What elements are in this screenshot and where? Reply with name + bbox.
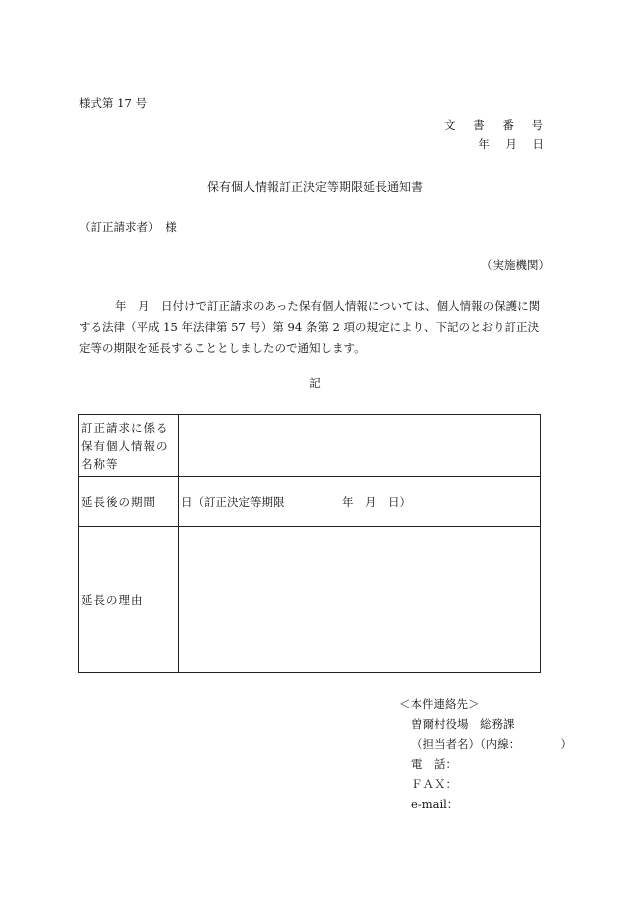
ki-heading: 記	[309, 376, 321, 390]
table-value	[179, 415, 541, 477]
table-value	[179, 527, 541, 673]
contact-fax: ＦＡＸ：	[411, 777, 457, 791]
body-text	[79, 296, 550, 359]
contact-heading: ＜本件連絡先＞	[399, 697, 480, 711]
contact-email: e-mail：	[411, 797, 459, 811]
contact-phone: 電 話：	[411, 757, 457, 771]
table-label: 延長の理由	[79, 527, 179, 673]
contact-person: （担当者名）（内線： ）	[411, 737, 572, 751]
document-title: 保有個人情報訂正決定等期限延長通知書	[206, 180, 423, 194]
contact-office: 曽爾村役場 総務課	[411, 717, 515, 731]
table-row	[79, 415, 541, 477]
document-number-label: 文 書 番 号	[444, 118, 550, 132]
contact-block	[399, 694, 572, 814]
implementing-agency: （実施機関）	[481, 258, 550, 272]
form-number: 様式第 17 号	[79, 96, 147, 110]
table-value: 日（訂正決定等期限 年 月 日）	[179, 477, 541, 527]
table-row	[79, 527, 541, 673]
table-label: 延長後の期間	[79, 477, 179, 527]
date-label: 年 月 日	[478, 137, 550, 151]
table-row	[79, 477, 541, 527]
body-paragraph: 年 月 日付けで訂正請求のあった保有個人情報については、個人情報の保護に関する法律（平成 15 年法律第 57 号）第 94 条第 2 項の規定により、下記のとおり訂正決定等の期限を延長することとしましたので通知します。	[79, 299, 541, 355]
details-table	[78, 414, 541, 673]
addressee: （訂正請求者） 様	[79, 220, 177, 234]
table-label: 訂正請求に係る保有個人情報の名称等	[79, 415, 179, 477]
